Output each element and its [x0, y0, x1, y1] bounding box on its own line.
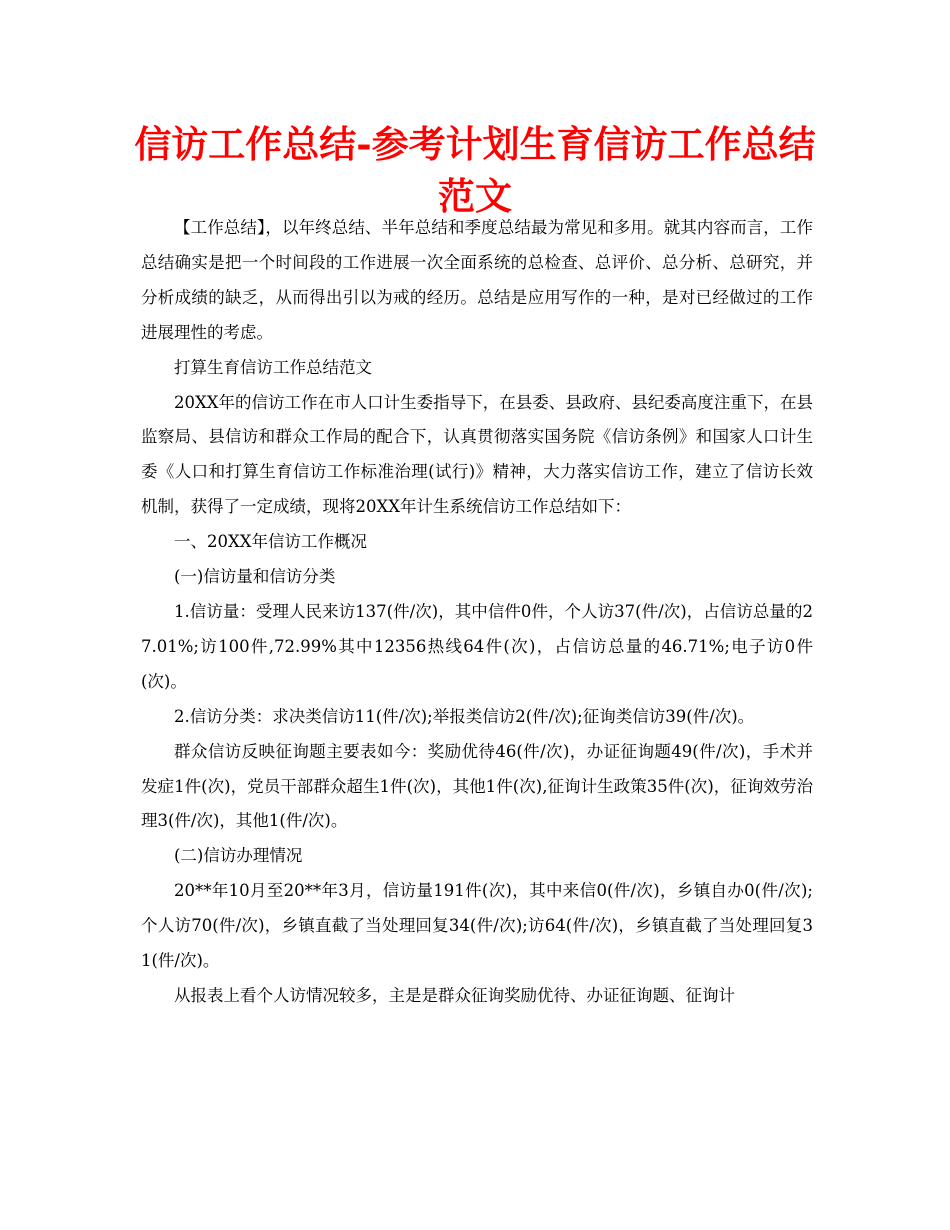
subsection-heading-2: (二)信访办理情况	[174, 846, 303, 866]
paragraph-classification: 2.信访分类：求决类信访11(件/次);举报类信访2(件/次);征询类信访39(件/次)。	[174, 706, 755, 726]
section-heading-1: 一、20XX年信访工作概况	[174, 532, 367, 552]
document-title: 信访工作总结-参考计划生育信访工作总结范文	[134, 122, 816, 218]
subsection-heading-1: (一)信访量和信访分类	[174, 567, 336, 587]
paragraph-intro: 【工作总结】，以年终总结、半年总结和季度总结最为常见和多用。就其内容而言，工作总结确实是把一个时间段的工作进展一次全面系统的总检查、总评价、总分析、总研究，并分析成绩的缺乏，从而得出引以为戒的经历。总结是应用写作的一种，是对已经做过的工作进展理性的考虑。	[141, 218, 813, 342]
paragraph-handling: 20**年10月至20**年3月，信访量191件(次)，其中来信0(件/次)，乡镇自办0(件/次);个人访70(件/次)，乡镇直截了当处理回复34(件/次);访64(件/次)，乡镇直截了当处理回复31(件/次)。	[141, 881, 813, 971]
paragraph-issues: 群众信访反映征询题主要表如今：奖励优待46(件/次)，办证征询题49(件/次)，手术并发症1件(次)，党员干部群众超生1件(次)，其他1件(次),征询计生政策35件(次)，征询效劳治理3(件/次)，其他1(件/次)。	[141, 741, 813, 831]
paragraph-volume: 1.信访量：受理人民来访137(件/次)，其中信件0件，个人访37(件/次)，占信访总量的27.01%;访100件,72.99%其中12356热线64件(次)，占信访总量的46.71%;电子访0件(次)。	[141, 601, 813, 691]
paragraph-analysis: 从报表上看个人访情况较多，主是是群众征询奖励优待、办证征询题、征询计	[174, 985, 735, 1005]
document-body	[141, 211, 813, 1014]
paragraph-subtitle: 打算生育信访工作总结范文	[174, 357, 372, 377]
paragraph-overview: 20XX年的信访工作在市人口计生委指导下，在县委、县政府、县纪委高度注重下，在县监察局、县信访和群众工作局的配合下，认真贯彻落实国务院《信访条例》和国家人口计生委《人口和打算生育信访工作标准治理(试行)》精神，大力落实信访工作，建立了信访长效机制，获得了一定成绩，现将20XX年计生系统信访工作总结如下：	[141, 392, 813, 517]
